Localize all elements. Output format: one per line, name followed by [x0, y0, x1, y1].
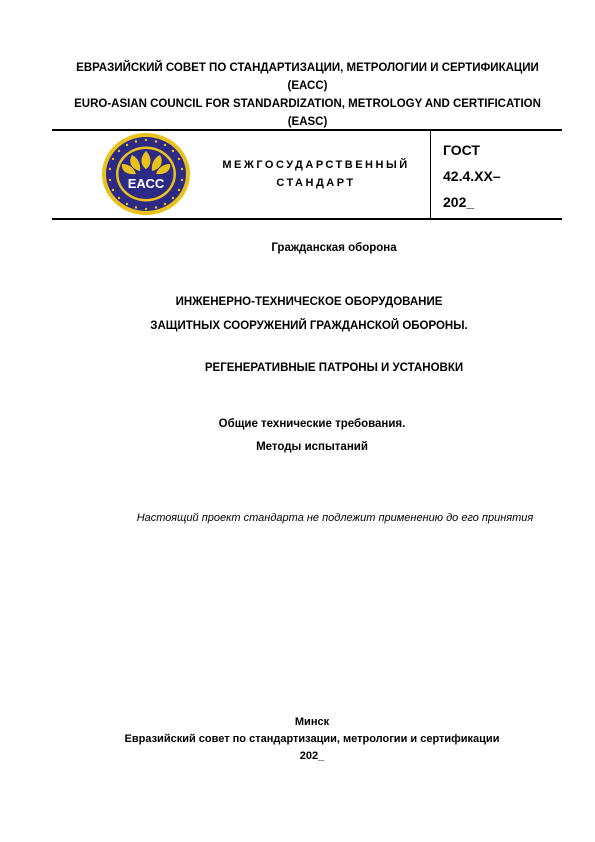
title-line2: ЗАЩИТНЫХ СООРУЖЕНИЙ ГРАЖДАНСКОЙ ОБОРОНЫ.: [150, 320, 468, 332]
civil-defense-heading: Гражданская оборона: [271, 242, 397, 254]
title-line1: ИНЖЕНЕРНО-ТЕХНИЧЕСКОЕ ОБОРУДОВАНИЕ: [175, 296, 443, 308]
draft-note: Настоящий проект стандарта не подлежит применению до его принятия: [136, 512, 534, 524]
council-header: [55, 59, 560, 131]
gost-number: 42.4.ХХ–: [443, 168, 501, 184]
council-abbr-ru: (ЕАСС): [287, 80, 328, 92]
easc-emblem-icon: [100, 131, 192, 217]
header-vertical-divider: [430, 131, 431, 218]
document-subtitle: РЕГЕНЕРАТИВНЫЕ ПАТРОНЫ И УСТАНОВКИ: [204, 362, 464, 374]
standard-type-line1: МЕЖГОСУДАРСТВЕННЫЙ: [222, 159, 410, 171]
footer-city: Минск: [294, 716, 330, 728]
emblem-text: ЕАСС: [127, 176, 165, 191]
requirements-line2: Методы испытаний: [256, 441, 368, 453]
footer-year: 202_: [299, 750, 325, 762]
council-name-en: EURO-ASIAN COUNCIL FOR STANDARDIZATION, METROLOGY AND CERTIFICATION: [74, 98, 541, 110]
gost-label: ГОСТ: [443, 142, 480, 158]
footer-publisher: Евразийский совет по стандартизации, метрологии и сертификации: [124, 733, 500, 745]
standard-type-line2: СТАНДАРТ: [276, 177, 356, 189]
document-title: [0, 290, 595, 338]
requirements-heading: [0, 413, 595, 459]
council-abbr-en: (EASC): [287, 116, 328, 128]
gost-year: 202_: [443, 194, 475, 210]
gost-designation: [443, 137, 501, 215]
footer: [0, 714, 595, 765]
council-name-ru: ЕВРАЗИЙСКИЙ СОВЕТ ПО СТАНДАРТИЗАЦИИ, МЕТРОЛОГИИ И СЕРТИФИКАЦИИ: [76, 62, 539, 74]
header-bottom-rule: [52, 218, 562, 220]
standard-type: [205, 156, 427, 192]
requirements-line1: Общие технические требования.: [218, 418, 406, 430]
